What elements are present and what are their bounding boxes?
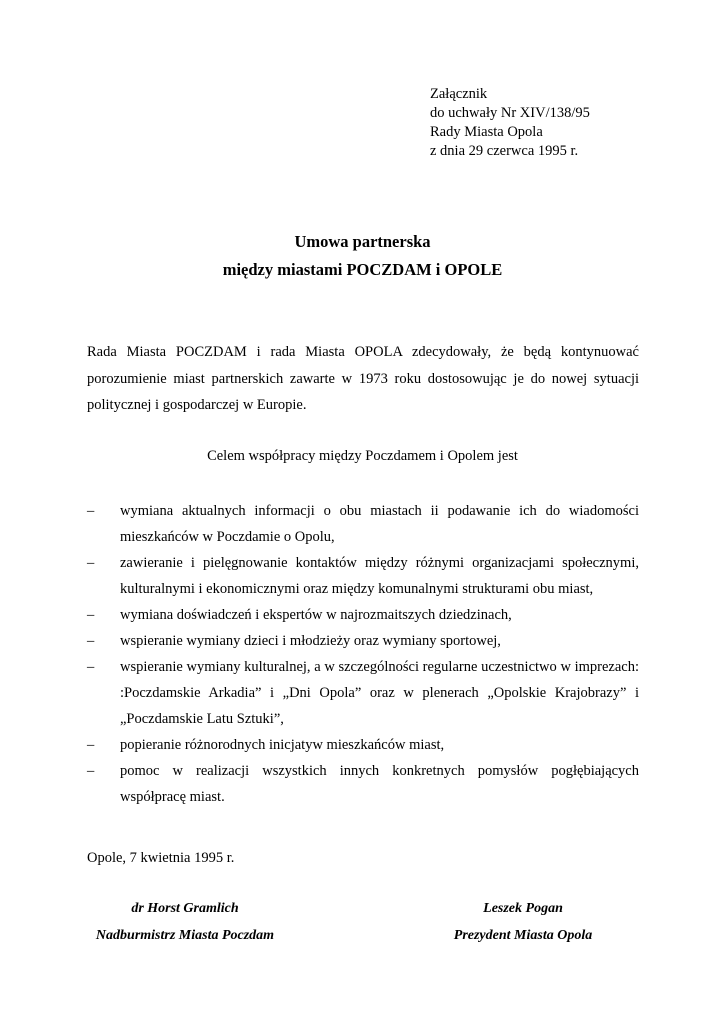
signature-left xyxy=(80,895,290,949)
attachment-note xyxy=(430,85,590,161)
document-title xyxy=(0,228,725,284)
signature-right xyxy=(418,895,628,949)
list-item-text: zawieranie i pielęgnowanie kontaktów między różnymi organizacjami społecznymi, kulturalnymi i ekonomicznymi oraz między komunalnymi strukturami obu miast, xyxy=(120,555,639,597)
list-item-text: wspieranie wymiany dzieci i młodzieży oraz wymiany sportowej, xyxy=(120,633,501,649)
attachment-line: z dnia 29 czerwca 1995 r. xyxy=(430,143,579,159)
list-item xyxy=(87,758,639,810)
goal-heading: Celem współpracy między Poczdamem i Opolem jest xyxy=(207,448,518,464)
list-item-text: popieranie różnorodnych inicjatyw mieszkańców miast, xyxy=(120,737,445,753)
place-date: Opole, 7 kwietnia 1995 r. xyxy=(87,850,235,866)
bullet-dash: – xyxy=(87,659,95,675)
bullet-dash: – xyxy=(87,763,95,779)
bullet-dash: – xyxy=(87,607,95,623)
list-item xyxy=(87,602,639,628)
signatory-title: Nadburmistrz Miasta Poczdam xyxy=(95,928,275,943)
list-item-text: wymiana aktualnych informacji o obu miastach ii podawanie ich do wiadomości mieszkańców w Poczdamie o Opolu, xyxy=(120,503,639,545)
attachment-line: do uchwały Nr XIV/138/95 xyxy=(430,105,590,121)
list-item xyxy=(87,628,639,654)
list-item xyxy=(87,654,639,732)
list-item xyxy=(87,498,639,550)
attachment-line: Załącznik xyxy=(430,86,488,102)
list-item xyxy=(87,732,639,758)
goals-list xyxy=(87,498,639,810)
list-item xyxy=(87,550,639,602)
signatory-title: Prezydent Miasta Opola xyxy=(453,928,593,943)
title-line-2: między miastami POCZDAM i OPOLE xyxy=(222,260,503,279)
signatory-name: Leszek Pogan xyxy=(483,901,563,916)
attachment-line: Rady Miasta Opola xyxy=(430,124,543,140)
bullet-dash: – xyxy=(87,503,95,519)
intro-paragraph: Rada Miasta POCZDAM i rada Miasta OPOLA zdecydowały, że będą kontynuować porozumienie miast partnerskich zawarte w 1973 roku dostosowując je do nowej sytuacji politycznej i gospodarczej w Europie. xyxy=(87,344,639,413)
list-item-text: wymiana doświadczeń i ekspertów w najrozmaitszych dziedzinach, xyxy=(120,607,512,623)
bullet-dash: – xyxy=(87,633,95,649)
title-line-1: Umowa partnerska xyxy=(294,232,431,251)
bullet-dash: – xyxy=(87,737,95,753)
signatory-name: dr Horst Gramlich xyxy=(131,901,239,916)
list-item-text: pomoc w realizacji wszystkich innych konkretnych pomysłów pogłębiających współpracę miast. xyxy=(120,763,639,805)
list-item-text: wspieranie wymiany kulturalnej, a w szczególności regularne uczestnictwo w imprezach: :Poczdamskie Arkadia” i „Dni Opola” oraz w plenerach „Opolskie Krajobrazy” i „Poczdamskie Latu Sztuki”, xyxy=(120,659,639,727)
bullet-dash: – xyxy=(87,555,95,571)
